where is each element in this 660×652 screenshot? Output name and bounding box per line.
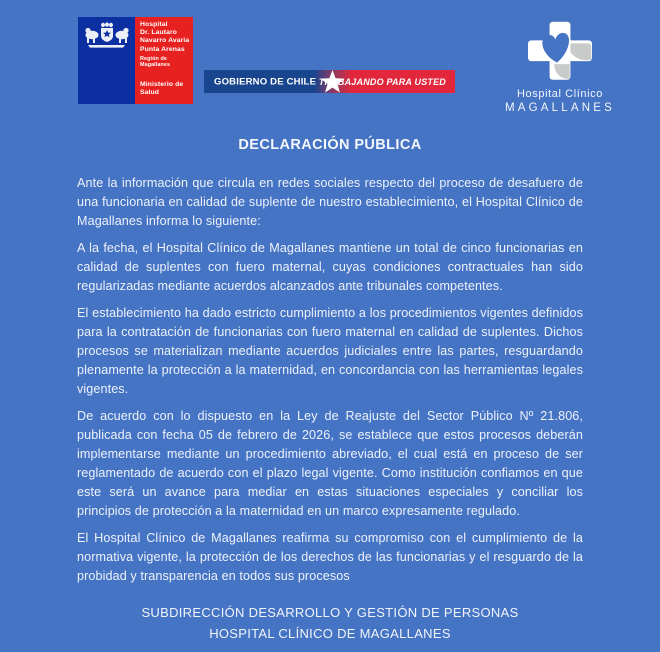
gov-logo-text: Hospital	[140, 21, 168, 28]
paragraph-compromiso: El Hospital Clínico de Magallanes reafirma su compromiso con el cumplimiento de la normativa vigente, la protección de los derechos de las funcionarias y el resguardo de la probidad y transparencia en todos sus procesos	[77, 531, 583, 583]
hospital-cross-icon	[522, 21, 598, 85]
hospital-clinico-magallanes-logo	[499, 21, 621, 114]
hcm-logo-name: Hospital Clínico	[516, 88, 604, 100]
paragraph-procedimientos: El establecimiento ha dado estricto cumplimiento a los procedimientos vigentes definidos para la contratación de funcionarias con fuero maternal en calidad de suplentes. Dichos procesos se materializan mediante acuerdos judiciales entre las partes, resguardando plenamente la protección a la maternidad, en concordancia con las herramientas legales vigentes.	[77, 306, 583, 396]
signature-block	[77, 602, 583, 644]
paragraph-ley-reajuste: De acuerdo con lo dispuesto en la Ley de Reajuste del Sector Público Nº 21.806, publicada con fecha 05 de febrero de 2026, se establece que estos procesos deberán implementarse mediante un procedimiento abreviado, el cual está en proceso de ser reglamentado de acuerdo con el plazo legal vigente. Como institución confiamos en que este será un avance para mediar en estas situaciones especiales y conciliar los principios de protección a la maternidad en un marco expresamente regulado.	[77, 409, 583, 518]
banner-left-label: GOBIERNO DE CHILE	[214, 76, 317, 87]
gov-logo-region-text: Magallanes	[140, 62, 171, 69]
gov-logo-red-panel	[135, 17, 193, 104]
banner-right-label: TRABAJANDO PARA USTED	[318, 76, 446, 87]
page-title: DECLARACIÓN PÚBLICA	[238, 137, 422, 153]
coat-of-arms-icon	[84, 22, 129, 50]
gobierno-de-chile-banner	[204, 70, 455, 93]
gobierno-de-chile-minsal-logo	[78, 17, 193, 104]
paragraph-intro: Ante la información que circula en redes sociales respecto del proceso de desafuero de una funcionaria en calidad de suplente de nuestro establecimiento, el Hospital Clínico de Magallanes informa lo siguiente:	[77, 176, 583, 228]
signature-line-1: SUBDIRECCIÓN DESARROLLO Y GESTIÓN DE PERSONAS	[141, 605, 519, 620]
gov-logo-region-text: Región de	[140, 55, 167, 62]
gov-logo-ministry-text: Ministerio de	[140, 80, 184, 88]
gov-logo-ministry-text: Salud	[140, 88, 160, 96]
signature-line-2: HOSPITAL CLÍNICO DE MAGALLANES	[209, 626, 451, 641]
gov-logo-blue-panel	[78, 17, 135, 104]
gov-logo-text: Punta Arenas	[140, 45, 185, 53]
paragraph-funcionarias: A la fecha, el Hospital Clínico de Magallanes mantiene un total de cinco funcionarias en calidad de suplentes con fuero maternal, cuyas condiciones contractuales han sido regularizadas mediante acuerdos alcanzados ante tribunales competentes.	[77, 241, 583, 293]
hcm-logo-region: MAGALLANES	[505, 102, 615, 114]
gov-logo-text: Navarro Avaria	[140, 37, 190, 45]
gov-logo-text: Dr. Lautaro	[140, 29, 177, 37]
declaration-content	[77, 137, 583, 644]
